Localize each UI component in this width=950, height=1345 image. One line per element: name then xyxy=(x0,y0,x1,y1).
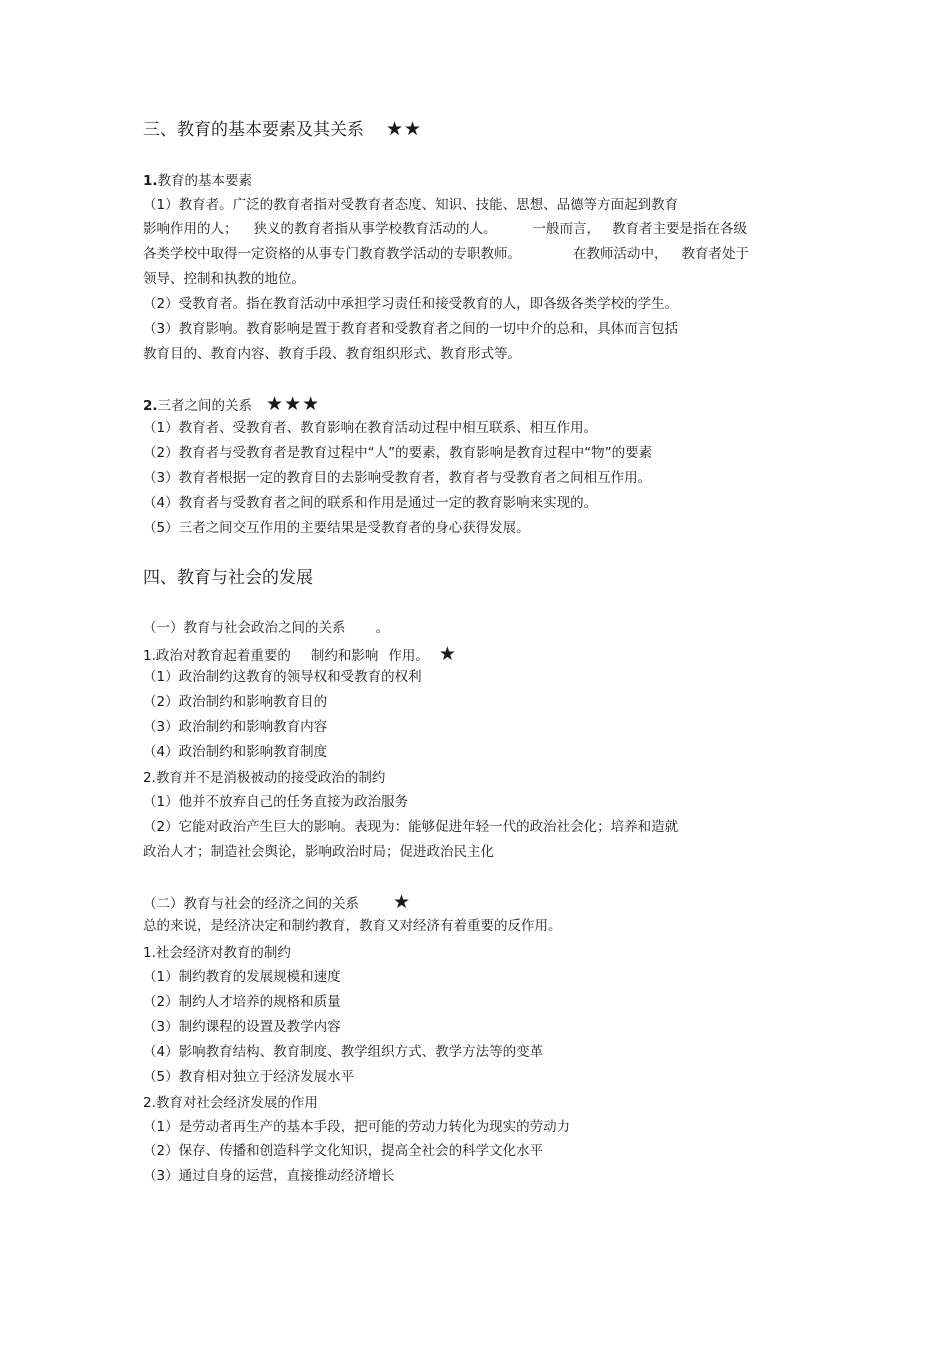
section-3-title-text: 三、教育的基本要素及其关系 xyxy=(143,120,364,140)
subheading-label: 三者之间的关系 xyxy=(157,398,253,414)
importance-stars: ★★ xyxy=(386,118,423,140)
subheading-number: 1. xyxy=(143,173,158,189)
list-item: （5）教育相对独立于经济发展水平 xyxy=(143,1069,355,1085)
section-3-title xyxy=(143,118,422,141)
list-item: （5）三者之间交互作用的主要结果是受教育者的身心获得发展。 xyxy=(143,520,530,536)
subheading: 1.社会经济对教育的制约 xyxy=(143,945,291,961)
text-run: 制约和影响 xyxy=(310,648,379,664)
subheading: 2.教育并不是消极被动的接受政治的制约 xyxy=(143,770,386,786)
text-run: 各类学校中取得一定资格的从事专门教育教学活动的专职教师。 xyxy=(143,246,521,262)
list-item: （2）教育者与受教育者是教育过程中“人”的要素，教育影响是教育过程中“物”的要素 xyxy=(143,445,653,461)
text-run: 教育者主要是指在各级 xyxy=(612,221,747,237)
list-item: （1）他并不放弃自己的任务直接为政治服务 xyxy=(143,794,409,810)
part-heading-text: （一）教育与社会政治之间的关系 xyxy=(143,620,346,636)
list-item: （3）通过自身的运营，直接推动经济增长 xyxy=(143,1168,395,1184)
text-run: 作用。 xyxy=(388,648,429,664)
part-heading-text: （二）教育与社会的经济之间的关系 xyxy=(143,896,359,912)
list-item: （2）制约人才培养的规格和质量 xyxy=(143,994,341,1010)
list-item: （4）政治制约和影响教育制度 xyxy=(143,744,328,760)
subheading-politics-influence xyxy=(143,645,457,665)
paragraph-line xyxy=(143,245,749,263)
paragraph-line: 政治人才；制造社会舆论，影响政治时局；促进政治民主化 xyxy=(143,844,494,860)
list-item: （3）政治制约和影响教育内容 xyxy=(143,719,328,735)
subheading-relationship xyxy=(143,395,320,415)
paragraph-line: （1）教育者。广泛的教育者指对受教育者态度、知识、技能、思想、品德等方面起到教育 xyxy=(143,197,679,213)
importance-star: ★ xyxy=(393,891,412,913)
paragraph-line: （2）受教育者。指在教育活动中承担学习责任和接受教育的人，即各级各类学校的学生。 xyxy=(143,296,679,312)
paragraph-line xyxy=(143,220,747,238)
part-heading-politics xyxy=(143,619,389,637)
paragraph-line: 教育目的、教育内容、教育手段、教育组织形式、教育形式等。 xyxy=(143,346,521,362)
list-item: （1）政治制约这教育的领导权和受教育的权利 xyxy=(143,669,422,685)
subheading-number: 2. xyxy=(143,398,158,414)
list-item: （3）制约课程的设置及教学内容 xyxy=(143,1019,341,1035)
text-run: 教育者处于 xyxy=(681,246,749,262)
section-4-title: 四、教育与社会的发展 xyxy=(143,568,313,588)
paragraph-line: （3）教育影响。教育影响是置于教育者和受教育者之间的一切中介的总和，具体而言包括 xyxy=(143,321,679,337)
list-item: （2）它能对政治产生巨大的影响。表现为：能够促进年轻一代的政治社会化；培养和造就 xyxy=(143,819,679,835)
importance-star: ★ xyxy=(438,643,457,665)
subheading: 2.教育对社会经济发展的作用 xyxy=(143,1095,318,1111)
list-item: （2）保存、传播和创造科学文化知识，提高全社会的科学文化水平 xyxy=(143,1143,544,1159)
text-run: 1.政治对教育起着重要的 xyxy=(143,648,291,664)
list-item: （4）教育者与受教育者之间的联系和作用是通过一定的教育影响来实现的。 xyxy=(143,495,598,511)
text-run: 一般而言， xyxy=(532,221,600,237)
list-item: （1）教育者、受教育者、教育影响在教育活动过程中相互联系、相互作用。 xyxy=(143,420,598,436)
part-heading-tail: 。 xyxy=(375,620,389,636)
list-item: （4）影响教育结构、教育制度、教学组织方式、教学方法等的变革 xyxy=(143,1044,544,1060)
subheading-basic-elements xyxy=(143,172,252,190)
list-item: （2）政治制约和影响教育目的 xyxy=(143,694,328,710)
list-item: （3）教育者根据一定的教育目的去影响受教育者，教育者与受教育者之间相互作用。 xyxy=(143,470,652,486)
paragraph-line: 领导、控制和执教的地位。 xyxy=(143,271,305,287)
importance-stars: ★★★ xyxy=(266,393,321,415)
text-run: 狭义的教育者指从事学校教育活动的人。 xyxy=(253,221,497,237)
subheading-label: 教育的基本要素 xyxy=(157,173,253,189)
list-item: （1）是劳动者再生产的基本手段，把可能的劳动力转化为现实的劳动力 xyxy=(143,1119,571,1135)
paragraph-line: 总的来说，是经济决定和制约教育，教育又对经济有着重要的反作用。 xyxy=(143,918,562,934)
list-item: （1）制约教育的发展规模和速度 xyxy=(143,969,341,985)
text-run: 在教师活动中， xyxy=(573,246,668,262)
part-heading-economy xyxy=(143,893,411,913)
text-run: 影响作用的人； xyxy=(143,221,238,237)
